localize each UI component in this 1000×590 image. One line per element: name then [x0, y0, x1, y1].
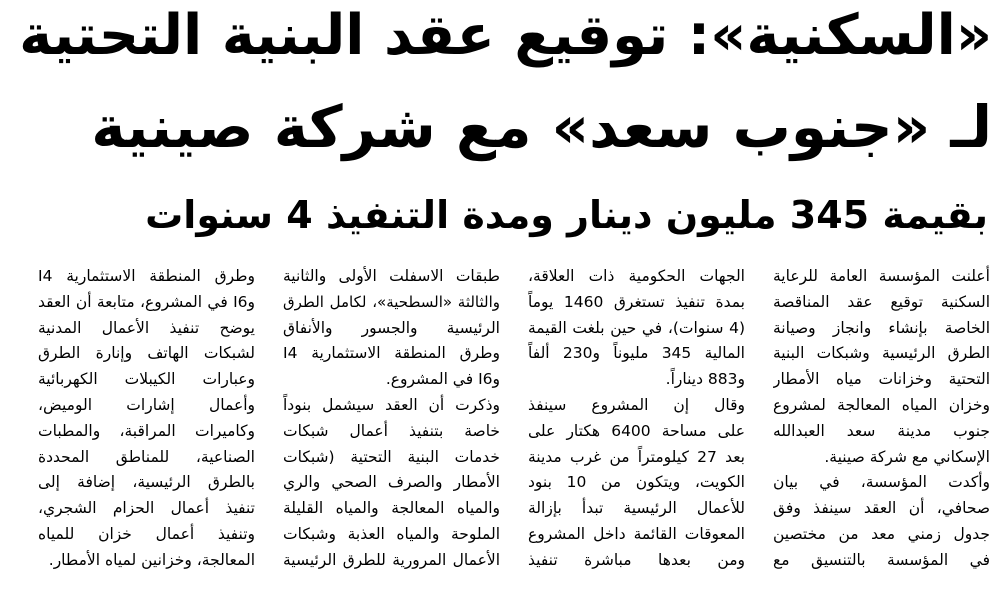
text-line: جدول زمني معد من مختصين: [773, 524, 990, 543]
text-line: بمدة تنفيذ تستغرق 1460 يوماً: [528, 292, 745, 311]
text-line: الرئيسية والجسور والأنفاق: [283, 318, 500, 337]
text-line: و883 ديناراً.: [665, 370, 745, 389]
text-line: المعوقات القائمة داخل المشروع: [528, 524, 745, 543]
text-line: خاصة بتنفيذ أعمال شبكات: [283, 421, 500, 440]
text-line: وI6 في المشروع، متابعة أن العقد: [38, 292, 255, 311]
text-line: وكاميرات المراقبة، والمطبات: [38, 421, 255, 440]
text-line: لشبكات الهاتف وإنارة الطرق: [38, 344, 255, 363]
text-line: السكنية توقيع عقد المناقصة: [773, 292, 990, 311]
text-line: أعلنت المؤسسة العامة للرعاية: [773, 267, 990, 285]
text-line: على مساحة 6400 هكتار على: [528, 421, 745, 440]
text-line: وقال إن المشروع سينفذ: [528, 395, 745, 414]
text-line: صحافي، أن العقد سينفذ وفق: [773, 499, 990, 518]
text-line: وعبارات الكيبلات الكهربائية: [38, 370, 255, 389]
text-line: خدمات البنية التحتية (شبكات: [283, 447, 500, 466]
text-line: والثالثة «السطحية»، لكامل الطرق: [283, 292, 500, 311]
text-line: الطرق الرئيسية وشبكات البنية: [773, 344, 990, 363]
text-column-4: [38, 264, 255, 579]
headline-line-1: «السكنية»: توقيع عقد البنية التحتية: [19, 3, 992, 68]
text-line: وأعمال إشارات الوميض،: [38, 395, 255, 414]
text-line: ومن بعدها مباشرة تنفيذ: [528, 550, 745, 569]
text-line: (4 سنوات)، في حين بلغت القيمة: [528, 318, 745, 337]
text-line: التحتية وخزانات مياه الأمطار: [773, 370, 990, 389]
text-line: والمياه المعالجة والمياه القليلة: [283, 499, 500, 518]
text-column-2: [528, 264, 745, 579]
text-line: المالية 345 مليوناً و230 ألفاً: [528, 344, 745, 363]
text-line: جنوب مدينة سعد العبدالله: [773, 421, 990, 440]
text-line: الإسكاني مع شركة صينية.: [824, 447, 990, 466]
text-line: وI6 في المشروع.: [385, 370, 500, 389]
text-line: وخزان المياه المعالجة لمشروع: [773, 395, 990, 414]
text-line: الكويت، ويتكون من 10 بنود: [528, 473, 745, 492]
text-line: الملوحة والمياه العذبة وشبكات: [283, 524, 500, 543]
text-line: وطرق المنطقة الاستثمارية I4: [38, 267, 255, 285]
text-line: المعالجة، وخزانين لمياه الأمطار.: [48, 550, 255, 569]
text-line: في المؤسسة بالتنسيق مع: [773, 550, 990, 569]
text-line: بالطرق الرئيسية، إضافة إلى: [38, 473, 255, 492]
text-column-1: [773, 264, 990, 579]
text-line: يوضح تنفيذ الأعمال المدنية: [38, 318, 255, 337]
text-line: وأكدت المؤسسة، في بيان: [773, 473, 990, 492]
text-line: الصناعية، للمناطق المحددة: [38, 447, 255, 466]
text-line: الجهات الحكومية ذات العلاقة،: [528, 267, 745, 285]
text-line: وتنفيذ أعمال خزان للمياه: [38, 524, 255, 543]
text-line: تنفيذ أعمال الحزام الشجري،: [38, 499, 255, 518]
text-line: الأعمال المرورية للطرق الرئيسية: [283, 550, 500, 569]
headline-line-2: لـ «جنوب سعد» مع شركة صينية: [91, 93, 992, 161]
text-line: الخاصة بإنشاء وانجاز وصيانة: [773, 318, 990, 337]
text-line: الأمطار والصرف الصحي والري: [283, 473, 500, 492]
text-line: للأعمال الرئيسية تبدأ بإزالة: [528, 499, 745, 518]
text-line: طبقات الاسفلت الأولى والثانية: [283, 267, 500, 285]
article-body: [35, 264, 990, 579]
text-line: وذكرت أن العقد سيشمل بنوداً: [283, 395, 500, 414]
text-line: وطرق المنطقة الاستثمارية I4: [283, 344, 500, 363]
text-column-3: [283, 264, 500, 579]
subheadline: بقيمة 345 مليون دينار ومدة التنفيذ 4 سنوات: [145, 193, 988, 237]
text-line: بعد 27 كيلومتراً من غرب مدينة: [528, 447, 745, 466]
